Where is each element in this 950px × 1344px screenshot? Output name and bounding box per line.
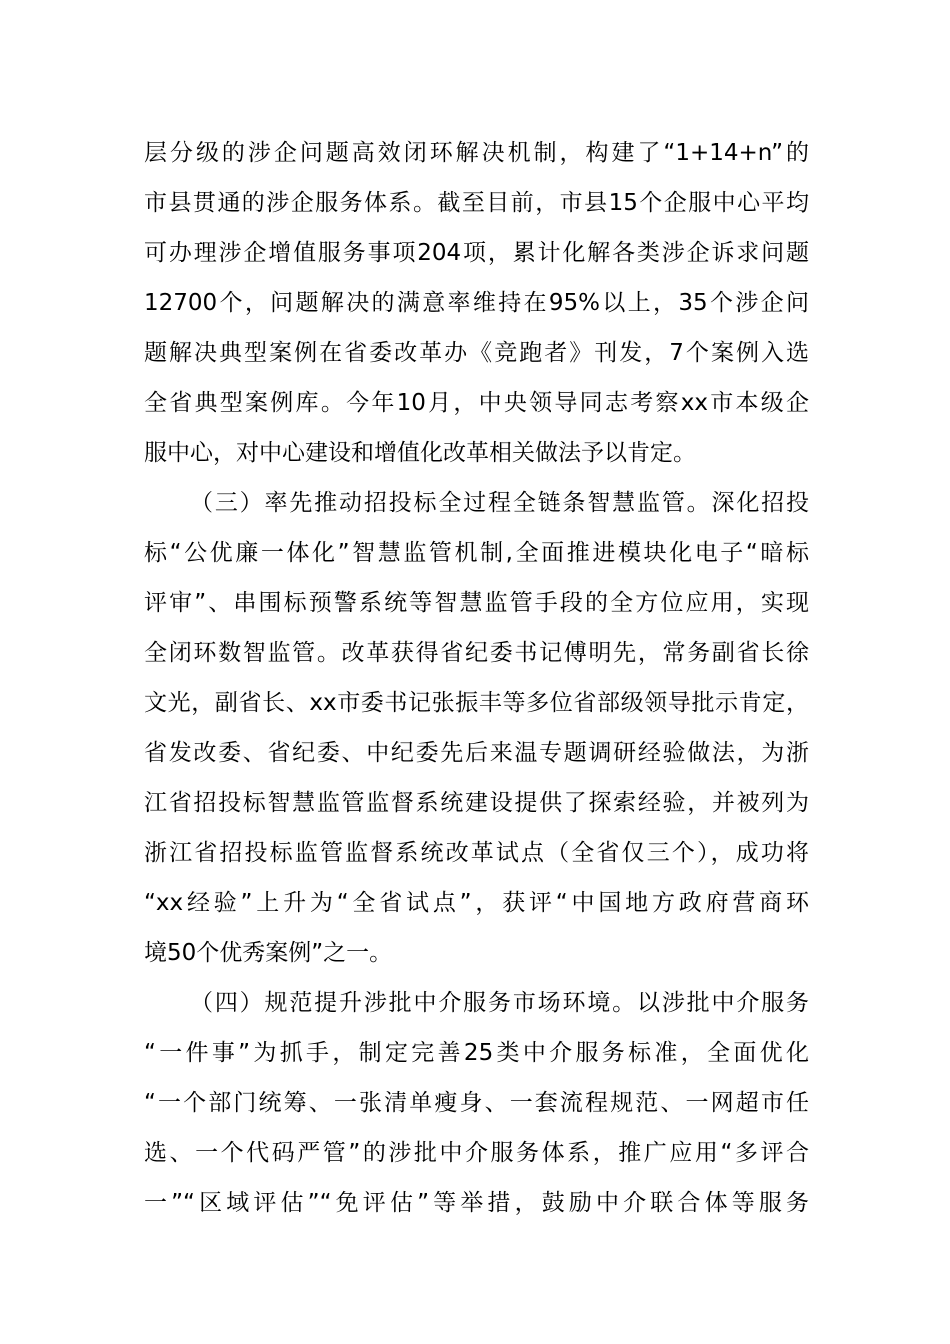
- text-line: 评审”、串围标预警系统等智慧监管手段的全方位应用，实现: [144, 590, 809, 616]
- text-line: 服中心，对中心建设和增值化改革相关做法予以肯定。: [144, 440, 696, 466]
- text-line: 12700个，问题解决的满意率维持在95%以上，35个涉企问: [144, 290, 809, 316]
- text-line: 题解决典型案例在省委改革办《竞跑者》刊发，7个案例入选: [144, 340, 809, 366]
- text-line: 市县贯通的涉企服务体系。截至目前，市县15个企服中心平均: [144, 190, 809, 216]
- text-line: “一件事”为抓手，制定完善25类中介服务标准，全面优化: [144, 1040, 809, 1066]
- text-line: 全闭环数智监管。改革获得省纪委书记傅明先，常务副省长徐: [144, 640, 809, 666]
- text-line: 可办理涉企增值服务事项204项，累计化解各类涉企诉求问题: [144, 240, 809, 266]
- text-line: 选、一个代码严管”的涉批中介服务体系，推广应用“多评合: [144, 1140, 809, 1166]
- text-line: 文光，副省长、xx市委书记张振丰等多位省部级领导批示肯定，: [144, 690, 809, 716]
- text-line: 浙江省招投标监管监督系统改革试点（全省仅三个），成功将: [144, 840, 809, 866]
- text-line: 江省招投标智慧监管监督系统建设提供了探索经验，并被列为: [144, 790, 809, 816]
- section-heading-line: （四）规范提升涉批中介服务市场环境。以涉批中介服务: [190, 990, 809, 1016]
- text-line: 层分级的涉企问题高效闭环解决机制，构建了“1+14+n”的: [144, 140, 809, 166]
- text-line: 省发改委、省纪委、中纪委先后来温专题调研经验做法，为浙: [144, 740, 809, 766]
- section-heading-line: （三）率先推动招投标全过程全链条智慧监管。深化招投: [190, 490, 809, 516]
- text-line: 一”“区域评估”“免评估”等举措，鼓励中介联合体等服务: [144, 1190, 809, 1216]
- text-line: 境50个优秀案例”之一。: [144, 940, 393, 966]
- text-line: 标“公优廉一体化”智慧监管机制,全面推进模块化电子“暗标: [144, 540, 809, 566]
- text-line: 全省典型案例库。今年10月，中央领导同志考察xx市本级企: [144, 390, 809, 416]
- text-line: “一个部门统筹、一张清单瘦身、一套流程规范、一网超市任: [144, 1090, 809, 1116]
- body-text: [144, 128, 809, 1228]
- text-line: “xx经验”上升为“全省试点”，获评“中国地方政府营商环: [144, 890, 809, 916]
